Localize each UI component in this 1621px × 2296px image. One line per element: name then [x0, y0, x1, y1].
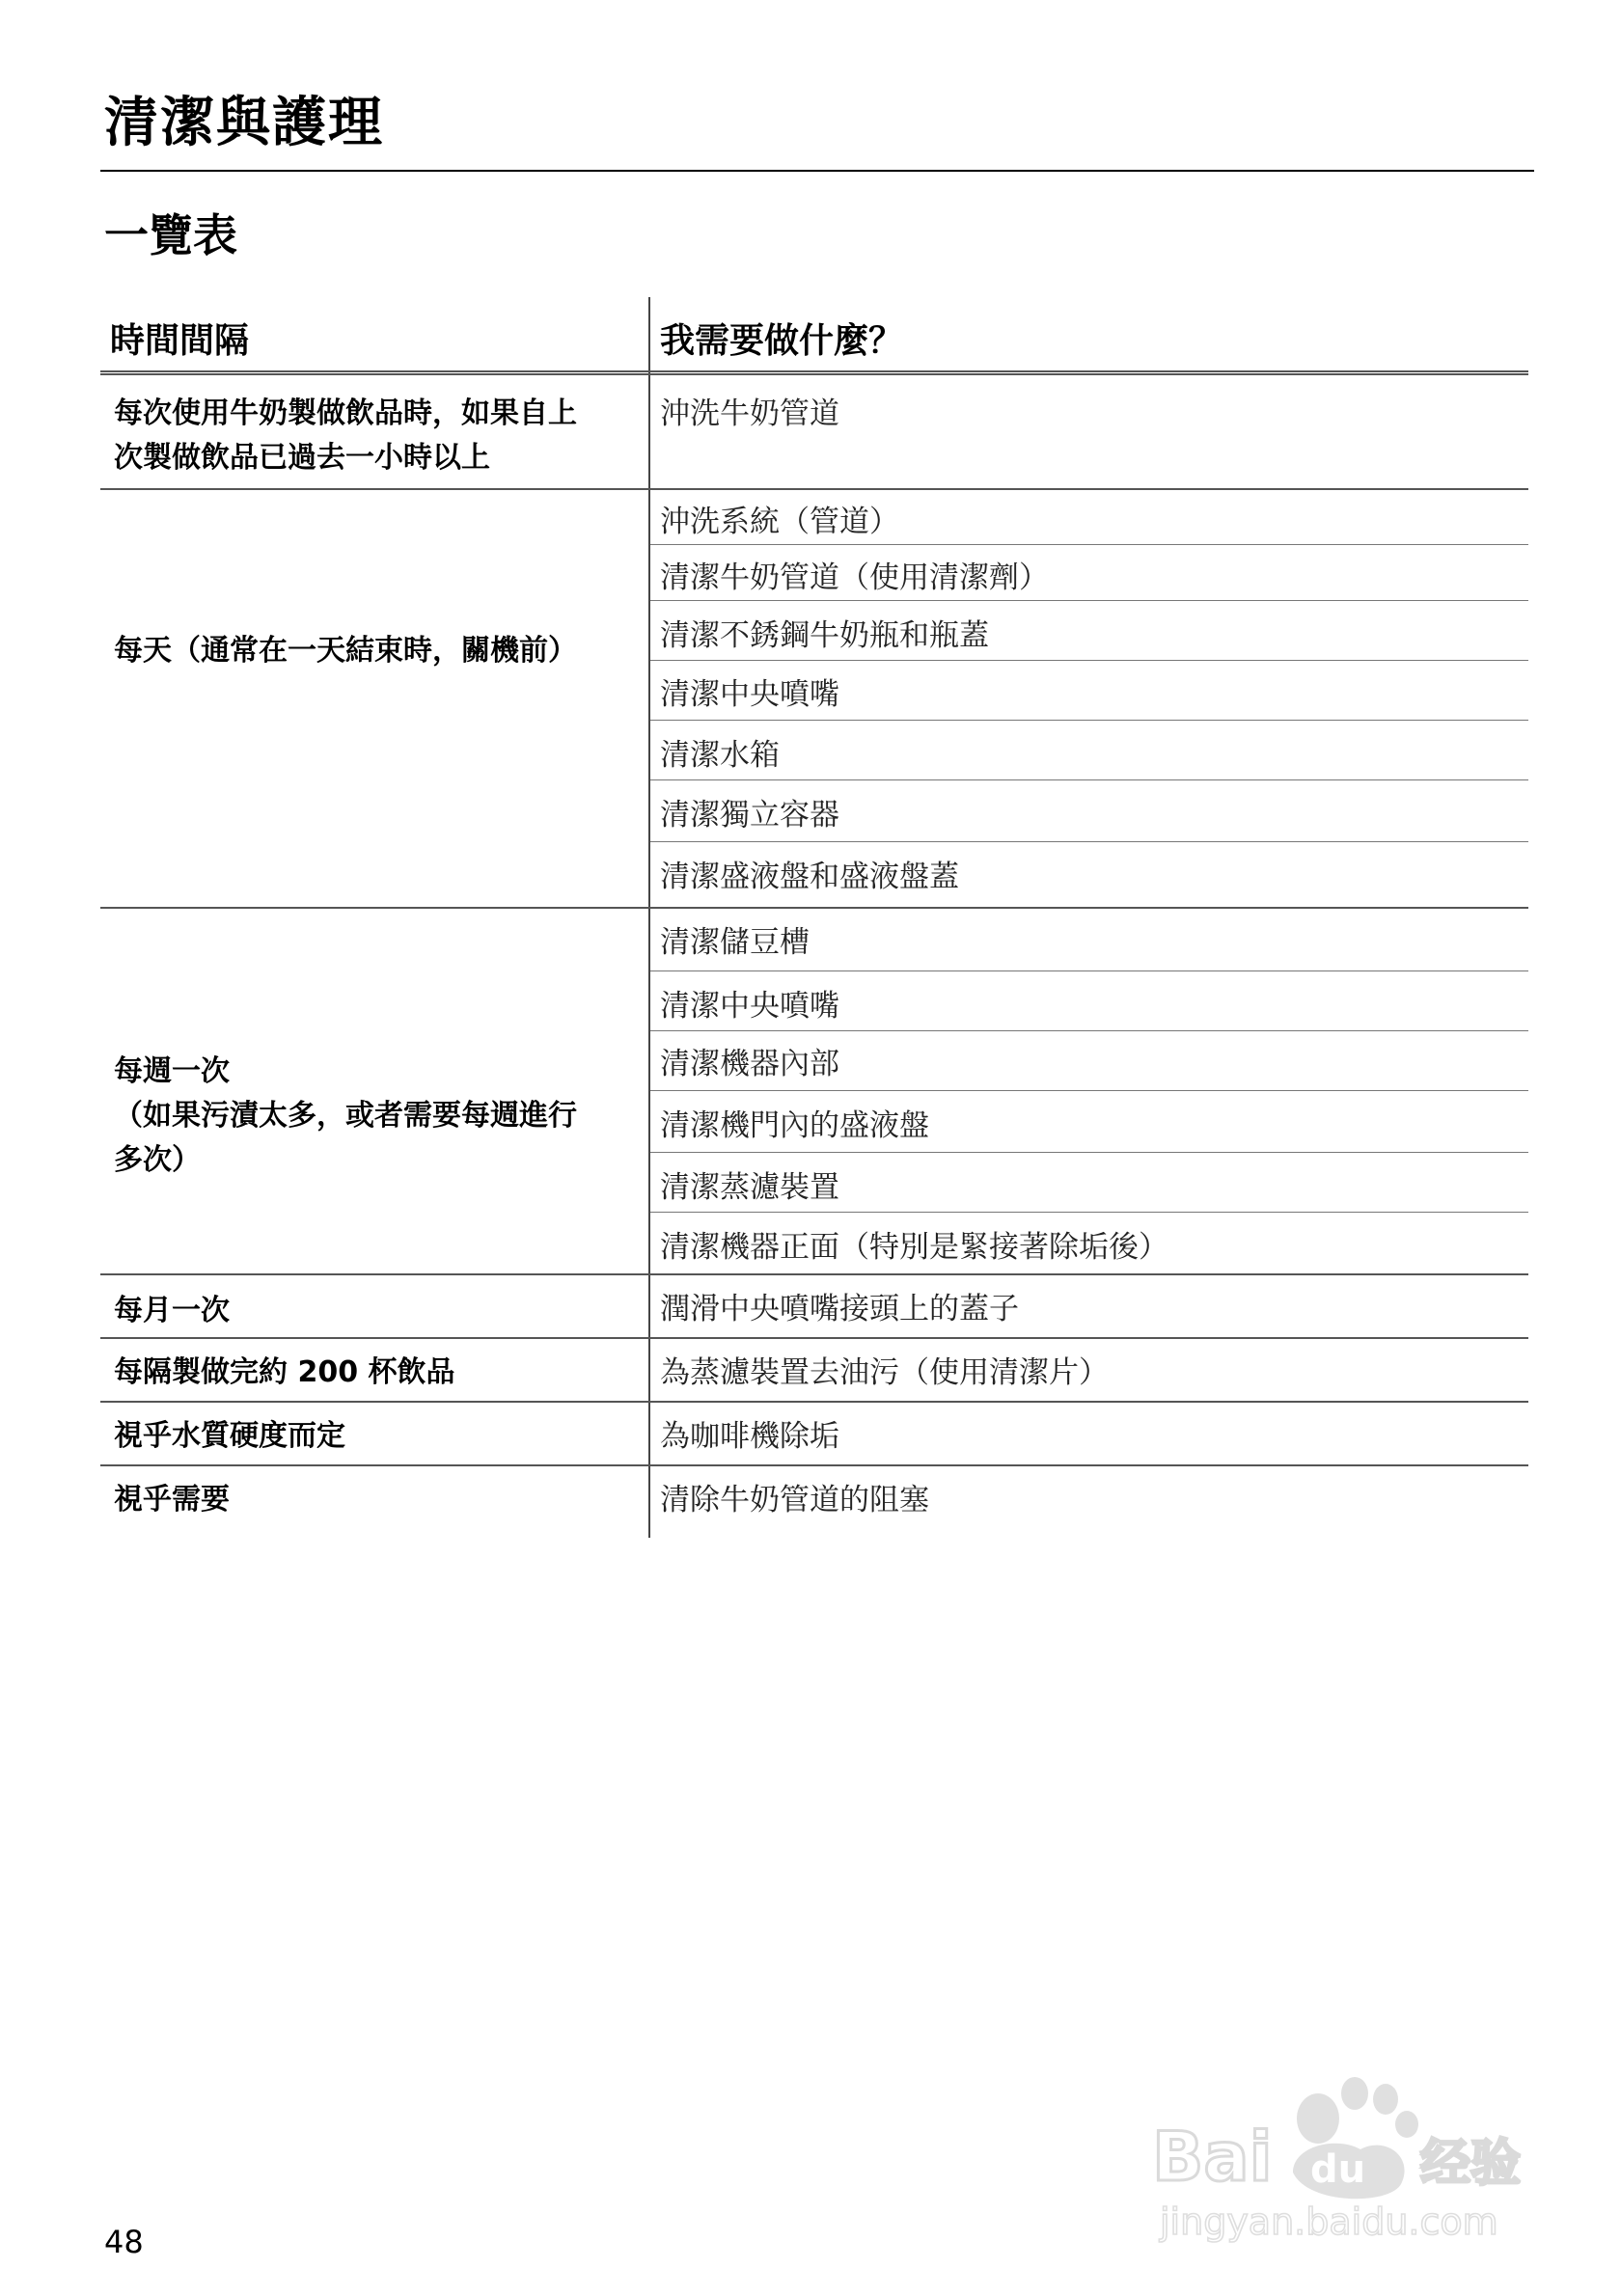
interval-line: 每天（通常在一天結束時，關機前） [114, 634, 577, 668]
interval-line: 次製做飲品已過去一小時以上 [114, 441, 490, 475]
svg-text:du: du [1310, 2147, 1366, 2192]
interval-line: 每隔製做完約 200 杯飲品 [114, 1355, 455, 1389]
task-cell: 清潔水箱 [660, 738, 780, 773]
task-cell: 清除牛奶管道的阻塞 [660, 1483, 929, 1517]
interval-line: 多次） [114, 1143, 201, 1177]
header-task: 我需要做什麼？ [660, 321, 904, 361]
task-rule [650, 970, 1528, 971]
task-cell: 為咖啡機除垢 [660, 1419, 839, 1454]
task-rule [650, 1090, 1528, 1091]
page-number: 48 [104, 2224, 144, 2260]
header-interval: 時間間隔 [110, 321, 250, 361]
task-cell: 清潔儲豆槽 [660, 925, 810, 960]
task-rule [650, 544, 1528, 545]
row-rule [100, 1337, 1528, 1339]
task-rule [650, 720, 1528, 721]
task-rule [650, 779, 1528, 780]
interval-line: 每次使用牛奶製做飲品時，如果自上 [114, 396, 577, 430]
task-cell: 為蒸濾裝置去油污（使用清潔片） [660, 1355, 1109, 1390]
row-rule [100, 1401, 1528, 1403]
task-cell: 清潔獨立容器 [660, 798, 839, 833]
baidu-jingyan-watermark [1148, 2064, 1553, 2248]
task-cell: 沖洗系統（管道） [660, 505, 899, 539]
column-divider [648, 297, 650, 1538]
interval-cell [114, 1414, 643, 1459]
interval-line: 視乎需要 [114, 1483, 230, 1517]
interval-cell [114, 1478, 643, 1522]
task-cell: 清潔牛奶管道（使用清潔劑） [660, 560, 1049, 595]
task-cell: 潤滑中央噴嘴接頭上的蓋子 [660, 1292, 1019, 1326]
task-cell: 清潔中央噴嘴 [660, 677, 839, 712]
task-rule [650, 1030, 1528, 1031]
svg-text:经验: 经验 [1420, 2135, 1522, 2193]
task-cell: 清潔機門內的盛液盤 [660, 1108, 929, 1143]
task-cell: 清潔蒸濾裝置 [660, 1170, 839, 1205]
row-rule [100, 488, 1528, 490]
interval-line: 每月一次 [114, 1294, 230, 1327]
interval-cell [114, 1050, 643, 1183]
task-rule [650, 660, 1528, 661]
interval-line: 視乎水質硬度而定 [114, 1419, 345, 1453]
interval-cell [114, 1351, 643, 1395]
interval-line: 每週一次 [114, 1054, 230, 1088]
task-cell: 清潔機器正面（特別是緊接著除垢後） [660, 1230, 1168, 1265]
row-rule [100, 1273, 1528, 1275]
row-rule [100, 907, 1528, 909]
task-cell: 清潔機器內部 [660, 1047, 839, 1081]
section-title: 一覽表 [104, 209, 237, 261]
task-rule [650, 1152, 1528, 1153]
header-rule [100, 370, 1528, 375]
task-cell: 清潔不銹鋼牛奶瓶和瓶蓋 [660, 618, 989, 653]
svg-text:Bai: Bai [1152, 2118, 1273, 2197]
interval-line: （如果污漬太多，或者需要每週進行 [114, 1099, 577, 1133]
task-cell: 清潔中央噴嘴 [660, 989, 839, 1024]
task-rule [650, 841, 1528, 842]
page-title: 清潔與護理 [104, 92, 384, 154]
task-cell: 沖洗牛奶管道 [660, 396, 839, 431]
task-rule [650, 1212, 1528, 1213]
row-rule [100, 1464, 1528, 1466]
task-rule [650, 600, 1528, 601]
title-rule [100, 170, 1534, 172]
svg-text:jingyan.baidu.com: jingyan.baidu.com [1160, 2200, 1498, 2243]
interval-cell [114, 629, 643, 673]
task-cell: 清潔盛液盤和盛液盤蓋 [660, 860, 959, 894]
interval-cell [114, 1289, 643, 1333]
interval-cell [114, 392, 643, 480]
